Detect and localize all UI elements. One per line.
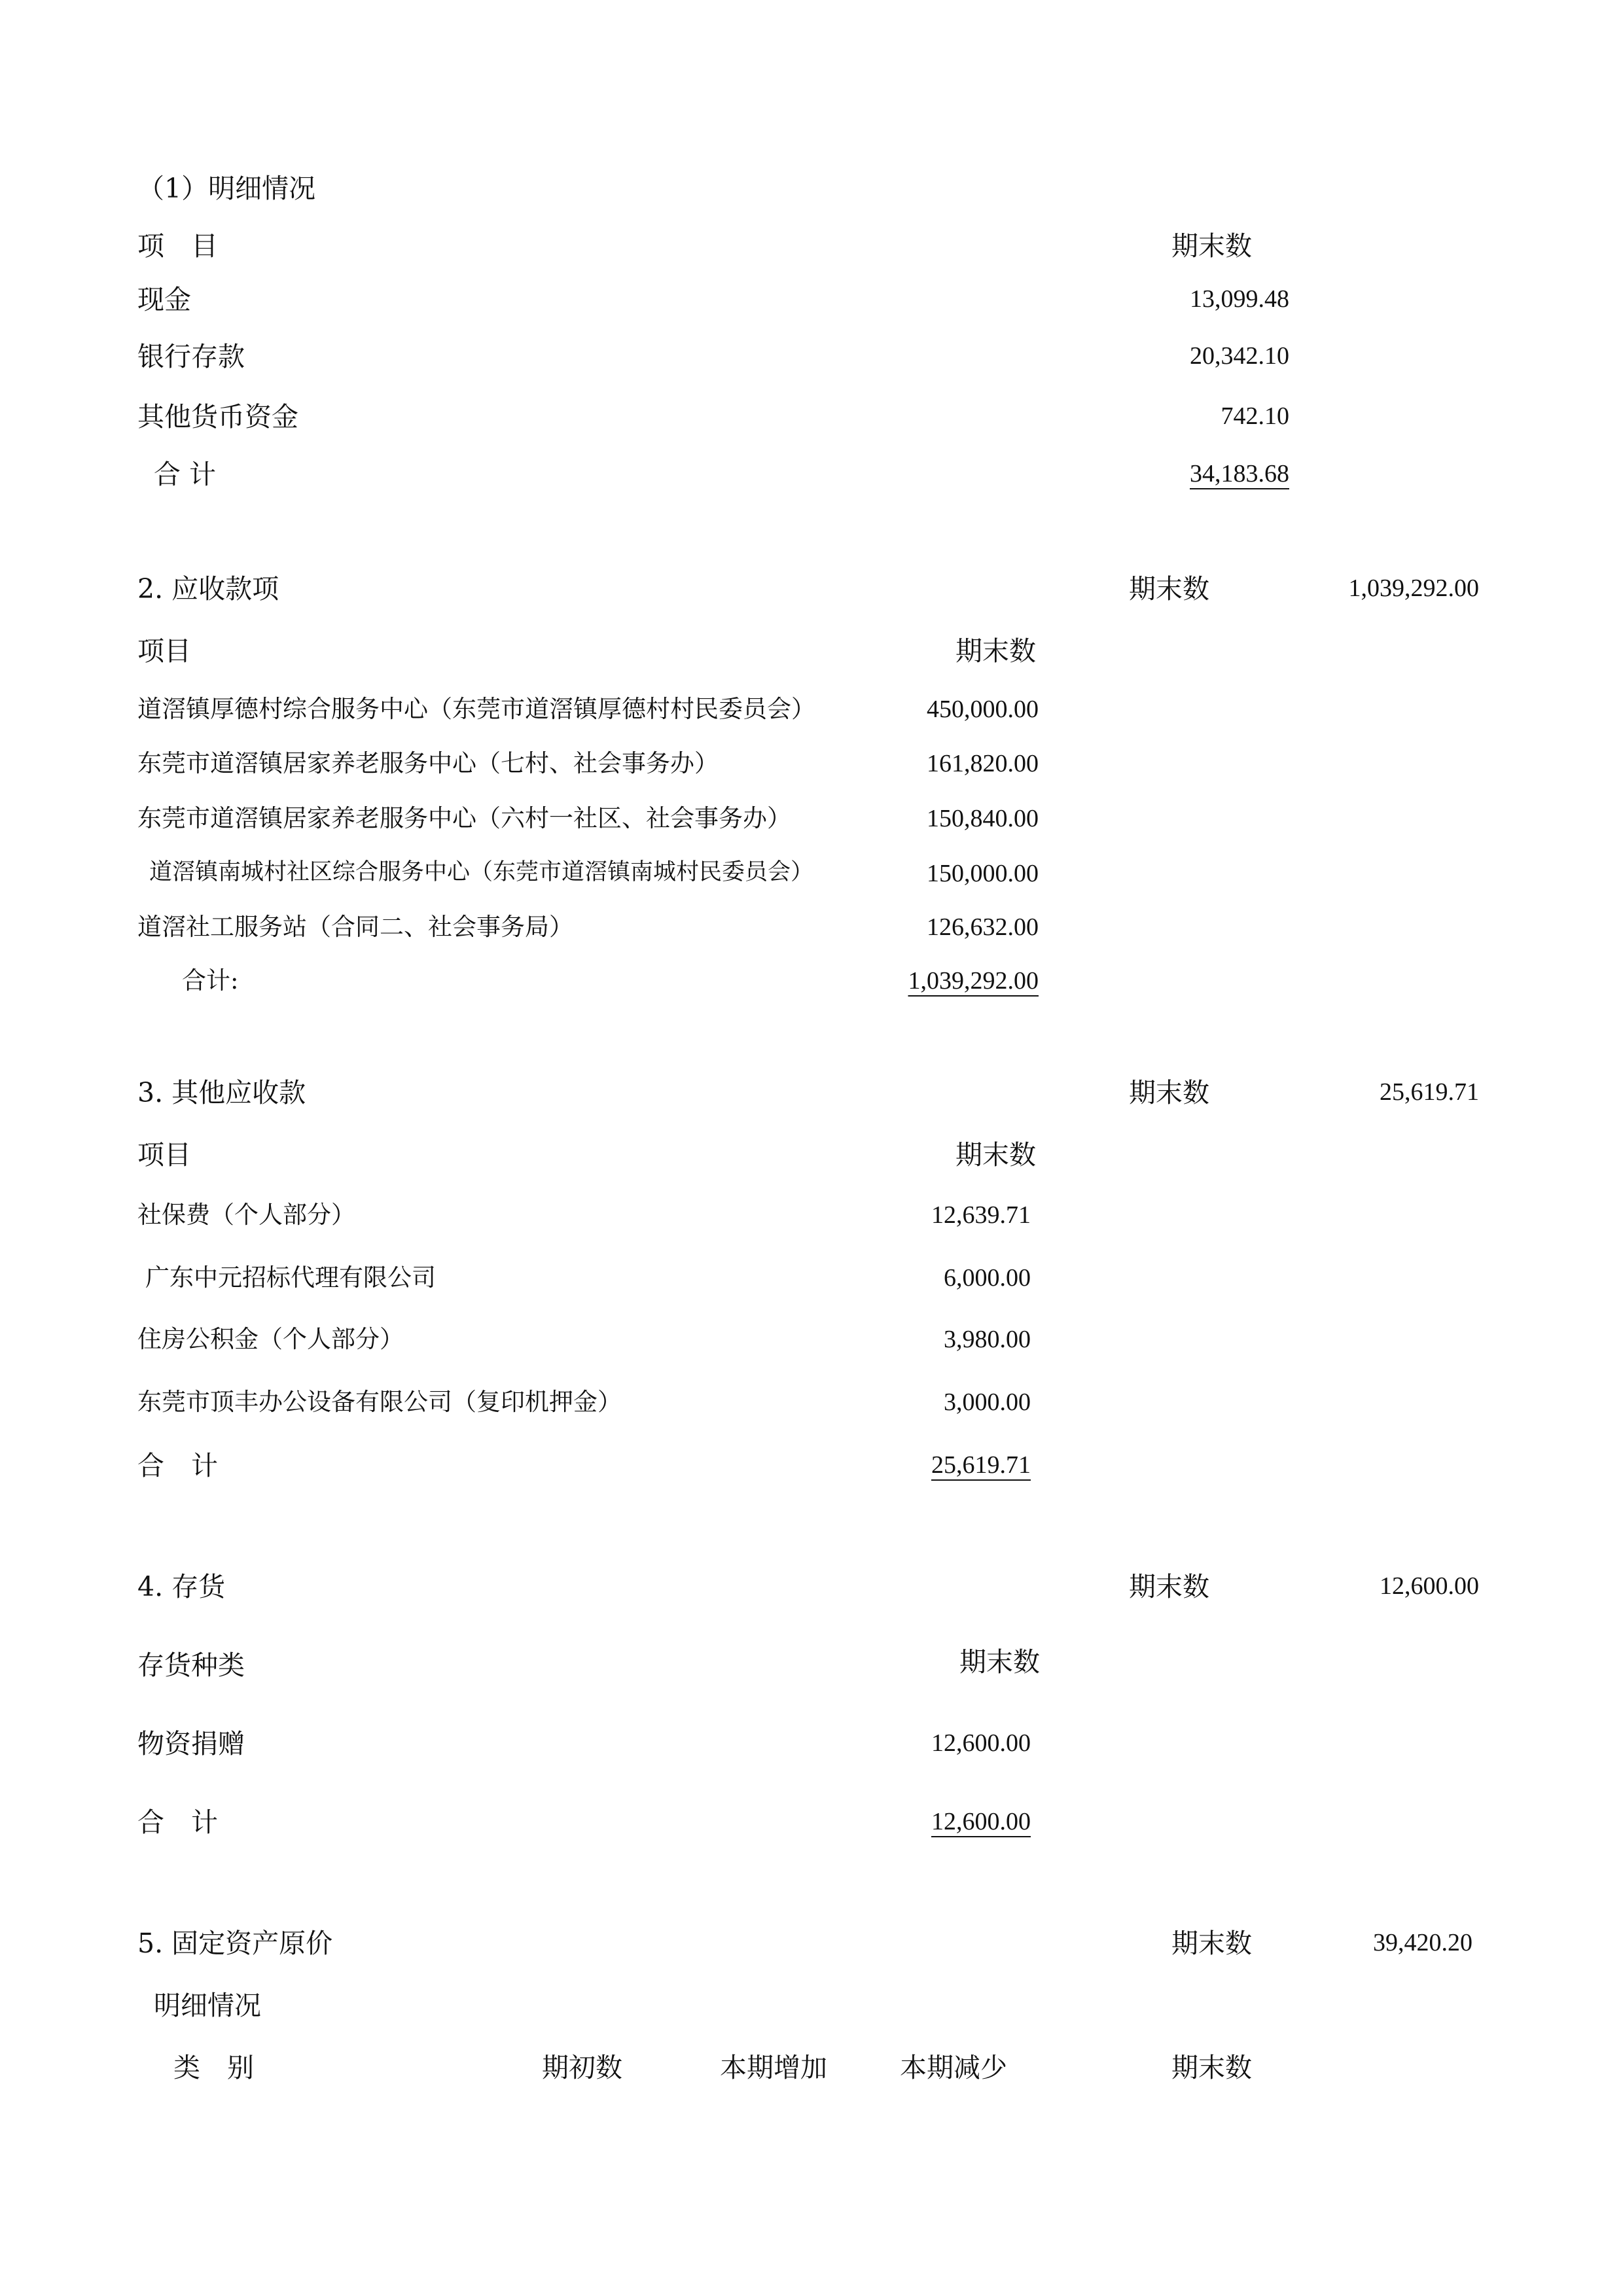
section-1-row-value: 20,342.10 [1190,342,1289,370]
section-1-header-item: 项 目 [137,230,218,262]
section-3-row-label: 广东中元招标代理有限公司 [145,1263,436,1292]
section-2-row-value: 150,000.00 [927,860,1039,887]
section-5-title: 5. 固定资产原价 [137,1928,333,1959]
section-4-total-value: 12,600.00 [931,1808,1031,1835]
section-2-header-item: 项目 [137,635,191,667]
section-4-row-value: 12,600.00 [931,1729,1031,1757]
section-3-row-label: 社保费（个人部分） [137,1201,355,1229]
section-2-row-label: 道滘社工服务站（合同二、社会事务局） [137,913,573,941]
section-1-row-label: 现金 [137,284,191,315]
section-2-row-label: 道滘镇厚德村综合服务中心（东莞市道滘镇厚德村村民委员会） [137,695,815,723]
section-2-end-value: 1,039,292.00 [1348,574,1479,602]
section-2-row-value: 126,632.00 [927,913,1039,941]
section-4-row-label: 物资捐赠 [137,1728,245,1759]
section-4-end-value: 12,600.00 [1380,1572,1479,1600]
section-1-header-value: 期末数 [1171,230,1252,262]
section-1-total-label: 合 计 [154,459,217,490]
section-2-header-value: 期末数 [955,635,1036,667]
section-5-column-header: 本期减少 [900,2052,1007,2083]
section-5-end-value: 39,420.20 [1373,1929,1472,1956]
section-3-header-value: 期末数 [955,1139,1036,1171]
section-2-row-label: 东莞市道滘镇居家养老服务中心（七村、社会事务办） [137,749,719,777]
section-5-subtitle: 明细情况 [154,1990,261,2021]
section-3-row-label: 东莞市顶丰办公设备有限公司（复印机押金） [137,1388,622,1416]
section-1-subtitle: （1）明细情况 [137,173,316,204]
section-1-total-value: 34,183.68 [1190,460,1289,487]
section-2-end-label: 期末数 [1129,573,1209,605]
section-3-end-value: 25,619.71 [1380,1078,1479,1106]
section-2-total-value: 1,039,292.00 [908,967,1039,995]
section-1-row-value: 13,099.48 [1190,285,1289,313]
section-1-row-value: 742.10 [1221,402,1289,430]
section-2-row-value: 450,000.00 [927,696,1039,723]
section-3-row-value: 12,639.71 [931,1201,1031,1229]
section-2-row-value: 161,820.00 [927,750,1039,777]
section-1-row-label: 银行存款 [137,341,245,372]
section-5-column-header: 期末数 [1171,2052,1252,2083]
section-4-header-item: 存货种类 [137,1650,245,1681]
section-5-end-label: 期末数 [1171,1928,1252,1959]
section-5-column-header: 本期增加 [720,2052,827,2083]
section-3-row-value: 3,980.00 [944,1326,1031,1353]
section-3-header-item: 项目 [137,1139,191,1171]
section-5-column-header: 期初数 [542,2052,622,2083]
section-2-row-value: 150,840.00 [927,805,1039,832]
section-3-total-value: 25,619.71 [931,1451,1031,1479]
section-4-title: 4. 存货 [137,1571,226,1602]
section-4-header-value: 期末数 [959,1646,1040,1678]
section-4-total-label: 合 计 [137,1807,218,1838]
section-2-row-label: 道滘镇南城村社区综合服务中心（东莞市道滘镇南城村民委员会） [149,859,814,885]
section-3-title: 3. 其他应收款 [137,1077,306,1108]
section-1-row-label: 其他货币资金 [137,401,298,433]
section-3-end-label: 期末数 [1129,1077,1209,1108]
section-2-total-label: 合计: [182,966,239,995]
section-3-row-value: 3,000.00 [944,1388,1031,1416]
section-4-end-label: 期末数 [1129,1571,1209,1602]
section-3-row-value: 6,000.00 [944,1264,1031,1292]
section-2-row-label: 东莞市道滘镇居家养老服务中心（六村一社区、社会事务办） [137,804,791,832]
section-2-title: 2. 应收款项 [137,573,279,605]
section-3-total-label: 合 计 [137,1450,218,1481]
section-5-column-header: 类 别 [173,2052,254,2083]
section-3-row-label: 住房公积金（个人部分） [137,1325,404,1353]
